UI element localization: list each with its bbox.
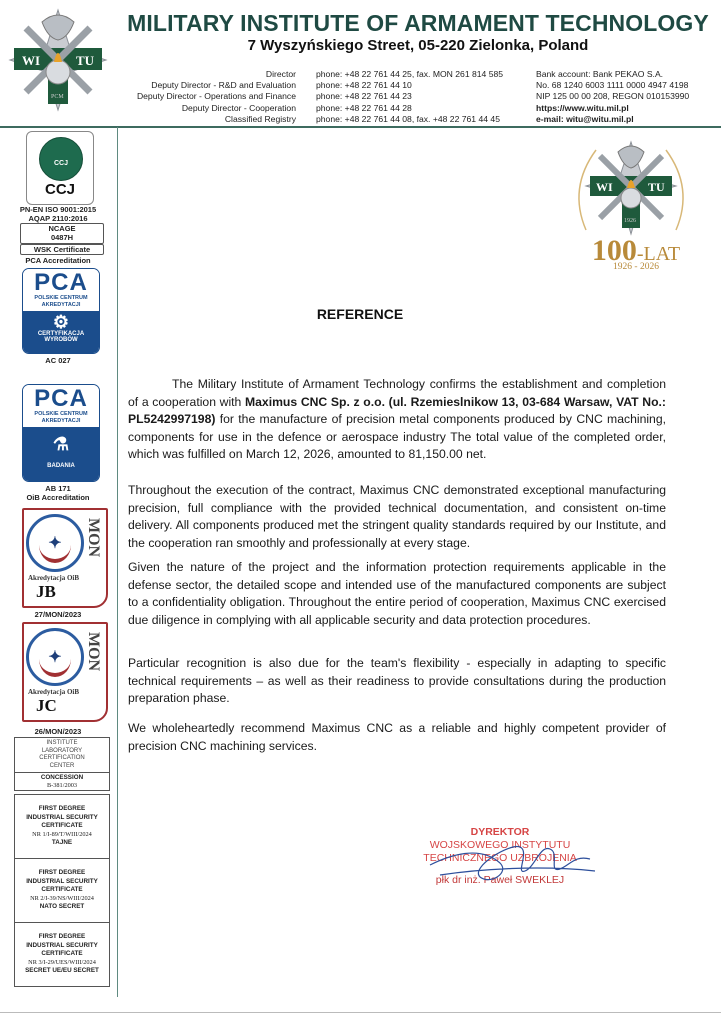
svg-text:1926: 1926 bbox=[624, 218, 636, 224]
flask-icon: ⚗ bbox=[52, 434, 70, 454]
ncage-box bbox=[20, 223, 104, 244]
mon-jb-number: 27/MON/2023 bbox=[34, 610, 82, 619]
paragraph-execution: Throughout the execution of the contract, Maximus CNC demonstrated exceptional manufacturing precision, full compliance with the provided technical documentation, and consistent on-time delivery. All components produced met the stringent quality standards required by our Institute, and the cooperation ran smoothly and professionally at every stage. bbox=[128, 483, 666, 550]
bank-account: Bank account: Bank PEKAO S.A. bbox=[536, 69, 664, 79]
svg-text:TU: TU bbox=[648, 180, 665, 194]
contact-phones bbox=[316, 69, 516, 125]
sidebar-divider bbox=[117, 127, 118, 997]
footer-divider bbox=[0, 1012, 721, 1013]
website-link[interactable]: https://www.witu.mil.pl bbox=[536, 102, 629, 113]
centenary-number: 100 bbox=[591, 234, 637, 267]
bank-details bbox=[536, 69, 721, 125]
gears-icon: ⚙ bbox=[52, 312, 70, 332]
ncage-code: 0487H bbox=[50, 232, 74, 242]
role-classified-registry: Classified Registry bbox=[224, 113, 296, 124]
header-divider bbox=[0, 126, 721, 128]
ccj-label: CCJ bbox=[44, 181, 75, 198]
centenary-years: 1926 - 2026 bbox=[613, 262, 659, 272]
phone-deputy-operations: phone: +48 22 761 44 23 bbox=[316, 91, 412, 102]
bank-account-number: No. 68 1240 6003 1111 0000 4947 4198 bbox=[536, 80, 689, 91]
security-cert-tajne: FIRST DEGREE INDUSTRIAL SECURITY CERTIFICATE NR 1/I-89/T/WIII/2024 TAJNE bbox=[14, 794, 110, 859]
centenary-mark bbox=[556, 234, 716, 272]
email-link[interactable]: e-mail: witu@witu.mil.pl bbox=[536, 113, 634, 124]
iso-standard: PN-EN ISO 9001:2015 bbox=[19, 205, 97, 214]
role-deputy-rd: Deputy Director - R&D and Evaluation bbox=[151, 80, 296, 91]
paragraph-recognition: Particular recognition is also due for the team's flexibility - especially in adapting to specific technical requirements – as well as their readiness to provide consultations during the production preparation phase. bbox=[128, 656, 666, 706]
ccj-certificate-badge bbox=[26, 131, 94, 205]
svg-text:TU: TU bbox=[76, 53, 95, 68]
svg-text:WI: WI bbox=[596, 180, 613, 194]
paragraph-confirmation: The Military Institute of Armament Technology confirms the establishment and completion of a cooperation with Maximus CNC Sp. z o.o. (ul. Rzemieslnikow 13, 03-684 Warsaw, VAT No.: PL5242997198) for the manufacture of precision metal components produced by CNC machining, components for use in the defence or aerospace industry The total value of the completed order, which was fulfilled on March 12, 2026, amounted to 81,150.00 net. bbox=[128, 377, 666, 462]
pca-logo: PCA bbox=[34, 385, 88, 412]
phone-deputy-cooperation: phone: +48 22 761 44 28 bbox=[316, 102, 412, 113]
pca-code-ab: AB 171 bbox=[45, 484, 71, 493]
svg-text:PCM: PCM bbox=[51, 94, 64, 100]
mon-jc-number: 26/MON/2023 bbox=[34, 727, 82, 736]
centenary-suffix: -LAT bbox=[636, 243, 681, 265]
pca-testing-badge: PCA POLSKIE CENTRUM AKREDYTACJI ⚗ BADANIA bbox=[22, 384, 100, 482]
aqap-standard: AQAP 2110:2016 bbox=[28, 214, 88, 223]
security-cert-nato-secret: FIRST DEGREE INDUSTRIAL SECURITY CERTIFICATE NR 2/I-39/NS/WIII/2024 NATO SECRET bbox=[14, 858, 110, 923]
ccj-emblem-icon: CCJ bbox=[39, 137, 83, 181]
phone-director: phone: +48 22 761 44 25, fax. MON 261 814 585 bbox=[316, 69, 504, 79]
phone-deputy-rd: phone: +48 22 761 44 10 bbox=[316, 80, 412, 91]
concession-box: CONCESSION B-381/2003 bbox=[14, 772, 110, 791]
paragraph-recommendation: We wholeheartedly recommend Maximus CNC as a reliable and highly competent provider of precision CNC machining services. bbox=[128, 721, 666, 753]
lab-certification-center-box: INSTITUTE LABORATORY CERTIFICATION CENTER bbox=[14, 737, 110, 773]
pca-logo: PCA bbox=[34, 269, 88, 296]
role-deputy-operations: Deputy Director - Operations and Finance bbox=[136, 91, 296, 102]
document-title: REFERENCE bbox=[316, 306, 404, 322]
institute-name: MILITARY INSTITUTE OF ARMAMENT TECHNOLOGY bbox=[127, 10, 709, 36]
pca-accreditation-label: PCA Accreditation bbox=[25, 256, 91, 265]
witu-emblem-logo bbox=[8, 8, 108, 112]
military-center-emblem-icon: ✦ bbox=[26, 628, 84, 686]
oib-accreditation-label: OiB Accreditation bbox=[26, 493, 90, 502]
ncage-label: NCAGE bbox=[48, 224, 76, 233]
pca-code-ac: AC 027 bbox=[45, 356, 71, 365]
role-deputy-cooperation: Deputy Director - Cooperation bbox=[181, 102, 296, 113]
svg-text:WI: WI bbox=[22, 53, 41, 68]
mon-oib-jc-badge: ✦ MON Akredytacja OiB JC bbox=[22, 622, 108, 722]
contractor-details: Maximus CNC Sp. z o.o. (ul. Rzemieslnikow 13, 03-684 Warsaw, VAT No.: PL5242997198) bbox=[128, 394, 666, 427]
stamp-line-2: TECHNICZNEGO UZBROJENIA bbox=[423, 852, 577, 864]
security-cert-eu-secret: FIRST DEGREE INDUSTRIAL SECURITY CERTIFICATE NR 3/I-29/UES/WIII/2024 SECRET UE/EU SECRET bbox=[14, 922, 110, 987]
contact-roles bbox=[100, 69, 296, 125]
stamp-title: DYREKTOR bbox=[470, 826, 530, 838]
pca-product-certification-badge: PCA POLSKIE CENTRUM AKREDYTACJI ⚙ CERTYFIKACJA WYROBÓW bbox=[22, 268, 100, 354]
paragraph-confidentiality: Given the nature of the project and the information protection requirements applicable in the defense sector, the detailed scope and intended use of the manufactured components are subject to a confidentiality obligation. Throughout the entire period of cooperation, Maximus CNC exercised due diligence in complying with all applicable security and data protection procedures. bbox=[128, 560, 666, 627]
wsk-certificate: WSK Certificate bbox=[20, 244, 104, 255]
signatory-name: płk dr inż. Paweł SWEKLEJ bbox=[435, 874, 565, 886]
stamp-line-1: WOJSKOWEGO INSTYTUTU bbox=[429, 839, 571, 851]
mon-oib-jb-badge: ✦ MON Akredytacja OiB JB bbox=[22, 508, 108, 608]
handwritten-signature bbox=[420, 825, 600, 895]
phone-classified-registry: phone: +48 22 761 44 08, fax. +48 22 761 44 45 bbox=[316, 113, 500, 124]
nip-regon: NIP 125 00 00 208, REGON 010153990 bbox=[536, 91, 690, 102]
anniversary-emblem-logo bbox=[566, 138, 696, 238]
military-center-emblem-icon: ✦ bbox=[26, 514, 84, 572]
institute-address: 7 Wyszyńskiego Street, 05-220 Zielonka, Poland bbox=[247, 37, 589, 54]
role-director: Director bbox=[265, 69, 296, 79]
